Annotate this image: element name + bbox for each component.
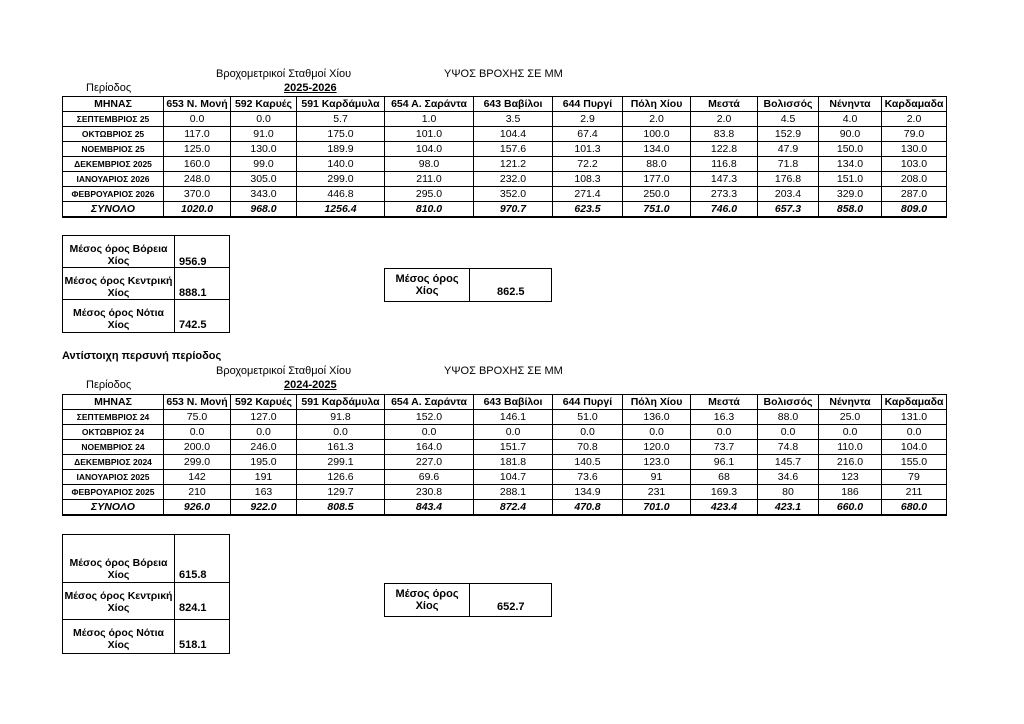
north-average-label: Μέσος όρος Βόρεια Χίος bbox=[69, 243, 168, 267]
total-row bbox=[63, 500, 947, 516]
station-column-header: Βολισσός bbox=[758, 395, 819, 410]
rainfall-cell: 70.8 bbox=[553, 440, 623, 455]
north-average-value: 615.8 bbox=[179, 569, 207, 581]
rainfall-cell: 305.0 bbox=[231, 172, 297, 187]
total-label: ΣΥΝΟΛΟ bbox=[63, 202, 164, 218]
total-cell: 1256.4 bbox=[297, 202, 385, 218]
table-header-row bbox=[63, 97, 947, 112]
rainfall-cell: 73.7 bbox=[691, 440, 758, 455]
station-column-header: 591 Καρδάμυλα bbox=[297, 395, 385, 410]
rainfall-cell: 147.3 bbox=[691, 172, 758, 187]
rainfall-cell: 189.9 bbox=[297, 142, 385, 157]
period-years-2: 2024-2025 bbox=[284, 379, 337, 391]
rainfall-cell: 104.7 bbox=[474, 470, 553, 485]
rainfall-cell: 0.0 bbox=[164, 425, 231, 440]
rainfall-cell: 177.0 bbox=[623, 172, 691, 187]
rainfall-cell: 88.0 bbox=[758, 410, 819, 425]
regional-averages-box-2 bbox=[62, 534, 230, 654]
rainfall-cell: 140.0 bbox=[297, 157, 385, 172]
rainfall-cell: 123 bbox=[819, 470, 882, 485]
total-cell: 751.0 bbox=[623, 202, 691, 218]
rainfall-cell: 151.7 bbox=[474, 440, 553, 455]
month-cell: ΙΑΝΟΥΑΡΙΟΣ 2026 bbox=[63, 172, 164, 187]
rainfall-cell: 246.0 bbox=[231, 440, 297, 455]
rainfall-cell: 4.5 bbox=[758, 112, 819, 127]
station-column-header: Μεστά bbox=[691, 395, 758, 410]
rainfall-cell: 110.0 bbox=[819, 440, 882, 455]
south-average-label: Μέσος όρος Νότια Χίος bbox=[73, 307, 164, 331]
month-cell: ΦΕΒΡΟΥΑΡΙΟΣ 2025 bbox=[63, 485, 164, 500]
rainfall-cell: 157.6 bbox=[474, 142, 553, 157]
rainfall-cell: 2.0 bbox=[623, 112, 691, 127]
rainfall-cell: 34.6 bbox=[758, 470, 819, 485]
rainfall-cell: 288.1 bbox=[474, 485, 553, 500]
rainfall-cell: 152.9 bbox=[758, 127, 819, 142]
station-column-header: 592 Καρυές bbox=[231, 395, 297, 410]
total-label: ΣΥΝΟΛΟ bbox=[63, 500, 164, 516]
rainfall-cell: 145.7 bbox=[758, 455, 819, 470]
station-column-header: Μεστά bbox=[691, 97, 758, 112]
rainfall-cell: 127.0 bbox=[231, 410, 297, 425]
rainfall-cell: 195.0 bbox=[231, 455, 297, 470]
total-cell: 680.0 bbox=[882, 500, 947, 516]
station-column-header: Νένηντα bbox=[819, 97, 882, 112]
table-row bbox=[63, 455, 947, 470]
rainfall-cell: 176.8 bbox=[758, 172, 819, 187]
rainfall-cell: 79.0 bbox=[882, 127, 947, 142]
table-row bbox=[63, 187, 947, 202]
station-column-header: 653 Ν. Μονή bbox=[164, 97, 231, 112]
rainfall-cell: 96.1 bbox=[691, 455, 758, 470]
chios-average-label: Μέσος όρος Χίος bbox=[395, 273, 459, 297]
station-column-header: 643 Βαβίλοι bbox=[474, 395, 553, 410]
rainfall-cell: 116.8 bbox=[691, 157, 758, 172]
station-column-header: 644 Πυργί bbox=[553, 97, 623, 112]
rainfall-cell: 146.1 bbox=[474, 410, 553, 425]
table-row bbox=[63, 410, 947, 425]
rainfall-cell: 0.0 bbox=[623, 425, 691, 440]
rainfall-cell: 101.3 bbox=[553, 142, 623, 157]
total-cell: 623.5 bbox=[553, 202, 623, 218]
rainfall-cell: 91.8 bbox=[297, 410, 385, 425]
rainfall-cell: 73.6 bbox=[553, 470, 623, 485]
rainfall-cell: 163 bbox=[231, 485, 297, 500]
rainfall-cell: 0.0 bbox=[385, 425, 474, 440]
rainfall-cell: 68 bbox=[691, 470, 758, 485]
total-cell: 657.3 bbox=[758, 202, 819, 218]
rainfall-cell: 152.0 bbox=[385, 410, 474, 425]
rainfall-cell: 0.0 bbox=[164, 112, 231, 127]
rainfall-cell: 211.0 bbox=[385, 172, 474, 187]
total-cell: 922.0 bbox=[231, 500, 297, 516]
table-row bbox=[63, 142, 947, 157]
rainfall-cell: 210 bbox=[164, 485, 231, 500]
month-cell: ΙΑΝΟΥΑΡΙΟΣ 2025 bbox=[63, 470, 164, 485]
rainfall-cell: 80 bbox=[758, 485, 819, 500]
rainfall-cell: 161.3 bbox=[297, 440, 385, 455]
rainfall-cell: 0.0 bbox=[882, 425, 947, 440]
rainfall-cell: 4.0 bbox=[819, 112, 882, 127]
rainfall-cell: 0.0 bbox=[231, 112, 297, 127]
rainfall-cell: 1.0 bbox=[385, 112, 474, 127]
total-cell: 746.0 bbox=[691, 202, 758, 218]
table-row bbox=[63, 425, 947, 440]
rainfall-cell: 136.0 bbox=[623, 410, 691, 425]
central-average-label: Μέσος όρος Κεντρική Χίος bbox=[64, 590, 173, 614]
rainfall-cell: 103.0 bbox=[882, 157, 947, 172]
chios-average-value: 862.5 bbox=[497, 286, 525, 298]
month-cell: ΝΟΕΜΒΡΙΟΣ 25 bbox=[63, 142, 164, 157]
station-column-header: 592 Καρυές bbox=[231, 97, 297, 112]
rainfall-cell: 248.0 bbox=[164, 172, 231, 187]
rainfall-cell: 329.0 bbox=[819, 187, 882, 202]
rainfall-cell: 271.4 bbox=[553, 187, 623, 202]
north-average-label: Μέσος όρος Βόρεια Χίος bbox=[69, 557, 168, 581]
period-label-1: Περίοδος bbox=[86, 82, 132, 94]
station-column-header: Καρδαμαδα bbox=[882, 97, 947, 112]
station-column-header: 644 Πυργί bbox=[553, 395, 623, 410]
total-cell: 843.4 bbox=[385, 500, 474, 516]
rainfall-cell: 208.0 bbox=[882, 172, 947, 187]
total-cell: 926.0 bbox=[164, 500, 231, 516]
rainfall-cell: 108.3 bbox=[553, 172, 623, 187]
rainfall-cell: 91 bbox=[623, 470, 691, 485]
station-column-header: 653 Ν. Μονή bbox=[164, 395, 231, 410]
month-cell: ΟΚΤΩΒΡΙΟΣ 25 bbox=[63, 127, 164, 142]
rainfall-cell: 130.0 bbox=[231, 142, 297, 157]
total-cell: 470.8 bbox=[553, 500, 623, 516]
rainfall-table-2025-2026 bbox=[62, 96, 947, 218]
rainfall-cell: 126.6 bbox=[297, 470, 385, 485]
period-years-1: 2025-2026 bbox=[284, 82, 337, 94]
station-column-header: Πόλη Χίου bbox=[623, 97, 691, 112]
rainfall-cell: 216.0 bbox=[819, 455, 882, 470]
rainfall-cell: 287.0 bbox=[882, 187, 947, 202]
rainfall-cell: 75.0 bbox=[164, 410, 231, 425]
stations-title-2: Βροχομετρικοί Σταθμοί Χίου bbox=[216, 365, 352, 377]
rainfall-cell: 129.7 bbox=[297, 485, 385, 500]
rainfall-cell: 134.9 bbox=[553, 485, 623, 500]
total-cell: 858.0 bbox=[819, 202, 882, 218]
rainfall-cell: 343.0 bbox=[231, 187, 297, 202]
rainfall-cell: 0.0 bbox=[758, 425, 819, 440]
central-average-value: 888.1 bbox=[179, 287, 207, 299]
total-cell: 808.5 bbox=[297, 500, 385, 516]
period-label-2: Περίοδος bbox=[86, 379, 132, 391]
total-cell: 701.0 bbox=[623, 500, 691, 516]
rainfall-cell: 0.0 bbox=[297, 425, 385, 440]
regional-averages-box-1 bbox=[62, 235, 230, 333]
rainfall-cell: 232.0 bbox=[474, 172, 553, 187]
rainfall-cell: 74.8 bbox=[758, 440, 819, 455]
rainfall-cell: 51.0 bbox=[553, 410, 623, 425]
rainfall-cell: 230.8 bbox=[385, 485, 474, 500]
rainfall-cell: 142 bbox=[164, 470, 231, 485]
rainfall-cell: 299.1 bbox=[297, 455, 385, 470]
rainfall-cell: 134.0 bbox=[819, 157, 882, 172]
rainfall-cell: 83.8 bbox=[691, 127, 758, 142]
total-cell: 423.4 bbox=[691, 500, 758, 516]
rainfall-cell: 5.7 bbox=[297, 112, 385, 127]
rainfall-cell: 0.0 bbox=[691, 425, 758, 440]
rainfall-cell: 72.2 bbox=[553, 157, 623, 172]
rainfall-cell: 131.0 bbox=[882, 410, 947, 425]
south-average-value: 518.1 bbox=[179, 639, 207, 651]
rainfall-cell: 2.0 bbox=[691, 112, 758, 127]
rainfall-cell: 25.0 bbox=[819, 410, 882, 425]
central-average-label: Μέσος όρος Κεντρική Χίος bbox=[64, 275, 173, 299]
rainfall-cell: 16.3 bbox=[691, 410, 758, 425]
table-row bbox=[63, 485, 947, 500]
chios-average-box-1 bbox=[384, 268, 552, 302]
rainfall-cell: 79 bbox=[882, 470, 947, 485]
rainfall-cell: 117.0 bbox=[164, 127, 231, 142]
rainfall-cell: 231 bbox=[623, 485, 691, 500]
rainfall-cell: 91.0 bbox=[231, 127, 297, 142]
rainfall-cell: 0.0 bbox=[474, 425, 553, 440]
rainfall-cell: 299.0 bbox=[164, 455, 231, 470]
chios-average-label: Μέσος όρος Χίος bbox=[395, 588, 459, 612]
rainfall-cell: 0.0 bbox=[231, 425, 297, 440]
month-cell: ΣΕΠΤΕΜΒΡΙΟΣ 25 bbox=[63, 112, 164, 127]
central-average-value: 824.1 bbox=[179, 602, 207, 614]
rainfall-cell: 211 bbox=[882, 485, 947, 500]
rainfall-cell: 155.0 bbox=[882, 455, 947, 470]
rainfall-title-1: ΥΨΟΣ ΒΡΟΧΗΣ ΣΕ ΜΜ bbox=[444, 68, 563, 80]
station-column-header: Πόλη Χίου bbox=[623, 395, 691, 410]
rainfall-cell: 2.0 bbox=[882, 112, 947, 127]
chios-average-box-2 bbox=[384, 583, 552, 617]
rainfall-cell: 151.0 bbox=[819, 172, 882, 187]
rainfall-title-2: ΥΨΟΣ ΒΡΟΧΗΣ ΣΕ ΜΜ bbox=[444, 365, 563, 377]
rainfall-cell: 250.0 bbox=[623, 187, 691, 202]
station-column-header: 654 Α. Σαράντα bbox=[385, 97, 474, 112]
rainfall-cell: 123.0 bbox=[623, 455, 691, 470]
table-row bbox=[63, 440, 947, 455]
rainfall-cell: 90.0 bbox=[819, 127, 882, 142]
total-cell: 1020.0 bbox=[164, 202, 231, 218]
table-row bbox=[63, 157, 947, 172]
north-average-value: 956.9 bbox=[179, 256, 207, 268]
rainfall-cell: 140.5 bbox=[553, 455, 623, 470]
south-average-value: 742.5 bbox=[179, 319, 207, 331]
total-cell: 423.1 bbox=[758, 500, 819, 516]
station-column-header: 654 Α. Σαράντα bbox=[385, 395, 474, 410]
rainfall-cell: 104.4 bbox=[474, 127, 553, 142]
rainfall-cell: 164.0 bbox=[385, 440, 474, 455]
rainfall-cell: 99.0 bbox=[231, 157, 297, 172]
rainfall-cell: 200.0 bbox=[164, 440, 231, 455]
rainfall-cell: 352.0 bbox=[474, 187, 553, 202]
station-column-header: Βολισσός bbox=[758, 97, 819, 112]
rainfall-cell: 121.2 bbox=[474, 157, 553, 172]
rainfall-cell: 160.0 bbox=[164, 157, 231, 172]
rainfall-table-2024-2025 bbox=[62, 394, 947, 516]
total-row bbox=[63, 202, 947, 218]
rainfall-cell: 71.8 bbox=[758, 157, 819, 172]
station-column-header: Νένηντα bbox=[819, 395, 882, 410]
rainfall-cell: 295.0 bbox=[385, 187, 474, 202]
rainfall-cell: 150.0 bbox=[819, 142, 882, 157]
month-cell: ΦΕΒΡΟΥΑΡΙΟΣ 2026 bbox=[63, 187, 164, 202]
rainfall-cell: 67.4 bbox=[553, 127, 623, 142]
chios-average-value: 652.7 bbox=[497, 601, 525, 613]
total-cell: 970.7 bbox=[474, 202, 553, 218]
rainfall-cell: 181.8 bbox=[474, 455, 553, 470]
rainfall-cell: 175.0 bbox=[297, 127, 385, 142]
station-column-header: 643 Βαβίλοι bbox=[474, 97, 553, 112]
rainfall-cell: 100.0 bbox=[623, 127, 691, 142]
total-cell: 660.0 bbox=[819, 500, 882, 516]
total-cell: 872.4 bbox=[474, 500, 553, 516]
rainfall-cell: 88.0 bbox=[623, 157, 691, 172]
total-cell: 810.0 bbox=[385, 202, 474, 218]
rainfall-cell: 203.4 bbox=[758, 187, 819, 202]
rainfall-cell: 191 bbox=[231, 470, 297, 485]
rainfall-cell: 47.9 bbox=[758, 142, 819, 157]
rainfall-cell: 370.0 bbox=[164, 187, 231, 202]
month-cell: ΝΟΕΜΒΡΙΟΣ 24 bbox=[63, 440, 164, 455]
rainfall-cell: 69.6 bbox=[385, 470, 474, 485]
rainfall-cell: 104.0 bbox=[882, 440, 947, 455]
table-row bbox=[63, 470, 947, 485]
table-row bbox=[63, 127, 947, 142]
rainfall-cell: 0.0 bbox=[819, 425, 882, 440]
month-cell: ΟΚΤΩΒΡΙΟΣ 24 bbox=[63, 425, 164, 440]
rainfall-cell: 0.0 bbox=[553, 425, 623, 440]
rainfall-cell: 130.0 bbox=[882, 142, 947, 157]
station-column-header: Καρδαμαδα bbox=[882, 395, 947, 410]
month-cell: ΔΕΚΕΜΒΡΙΟΣ 2025 bbox=[63, 157, 164, 172]
month-cell: ΣΕΠΤΕΜΒΡΙΟΣ 24 bbox=[63, 410, 164, 425]
rainfall-cell: 3.5 bbox=[474, 112, 553, 127]
month-column-header: ΜΗΝΑΣ bbox=[63, 97, 164, 112]
month-cell: ΔΕΚΕΜΒΡΙΟΣ 2024 bbox=[63, 455, 164, 470]
rainfall-cell: 2.9 bbox=[553, 112, 623, 127]
rainfall-cell: 134.0 bbox=[623, 142, 691, 157]
rainfall-cell: 446.8 bbox=[297, 187, 385, 202]
table-row bbox=[63, 172, 947, 187]
rainfall-cell: 273.3 bbox=[691, 187, 758, 202]
rainfall-cell: 125.0 bbox=[164, 142, 231, 157]
table-header-row bbox=[63, 395, 947, 410]
rainfall-cell: 101.0 bbox=[385, 127, 474, 142]
rainfall-cell: 169.3 bbox=[691, 485, 758, 500]
rainfall-cell: 98.0 bbox=[385, 157, 474, 172]
rainfall-cell: 186 bbox=[819, 485, 882, 500]
rainfall-cell: 299.0 bbox=[297, 172, 385, 187]
rainfall-cell: 104.0 bbox=[385, 142, 474, 157]
total-cell: 968.0 bbox=[231, 202, 297, 218]
rainfall-cell: 122.8 bbox=[691, 142, 758, 157]
month-column-header: ΜΗΝΑΣ bbox=[63, 395, 164, 410]
table-row bbox=[63, 112, 947, 127]
station-column-header: 591 Καρδάμυλα bbox=[297, 97, 385, 112]
total-cell: 809.0 bbox=[882, 202, 947, 218]
south-average-label: Μέσος όρος Νότια Χίος bbox=[73, 627, 164, 651]
rainfall-cell: 120.0 bbox=[623, 440, 691, 455]
stations-title-1: Βροχομετρικοί Σταθμοί Χίου bbox=[216, 68, 352, 80]
rainfall-cell: 227.0 bbox=[385, 455, 474, 470]
previous-period-label: Αντίστοιχη περσυνή περίοδος bbox=[62, 350, 222, 362]
